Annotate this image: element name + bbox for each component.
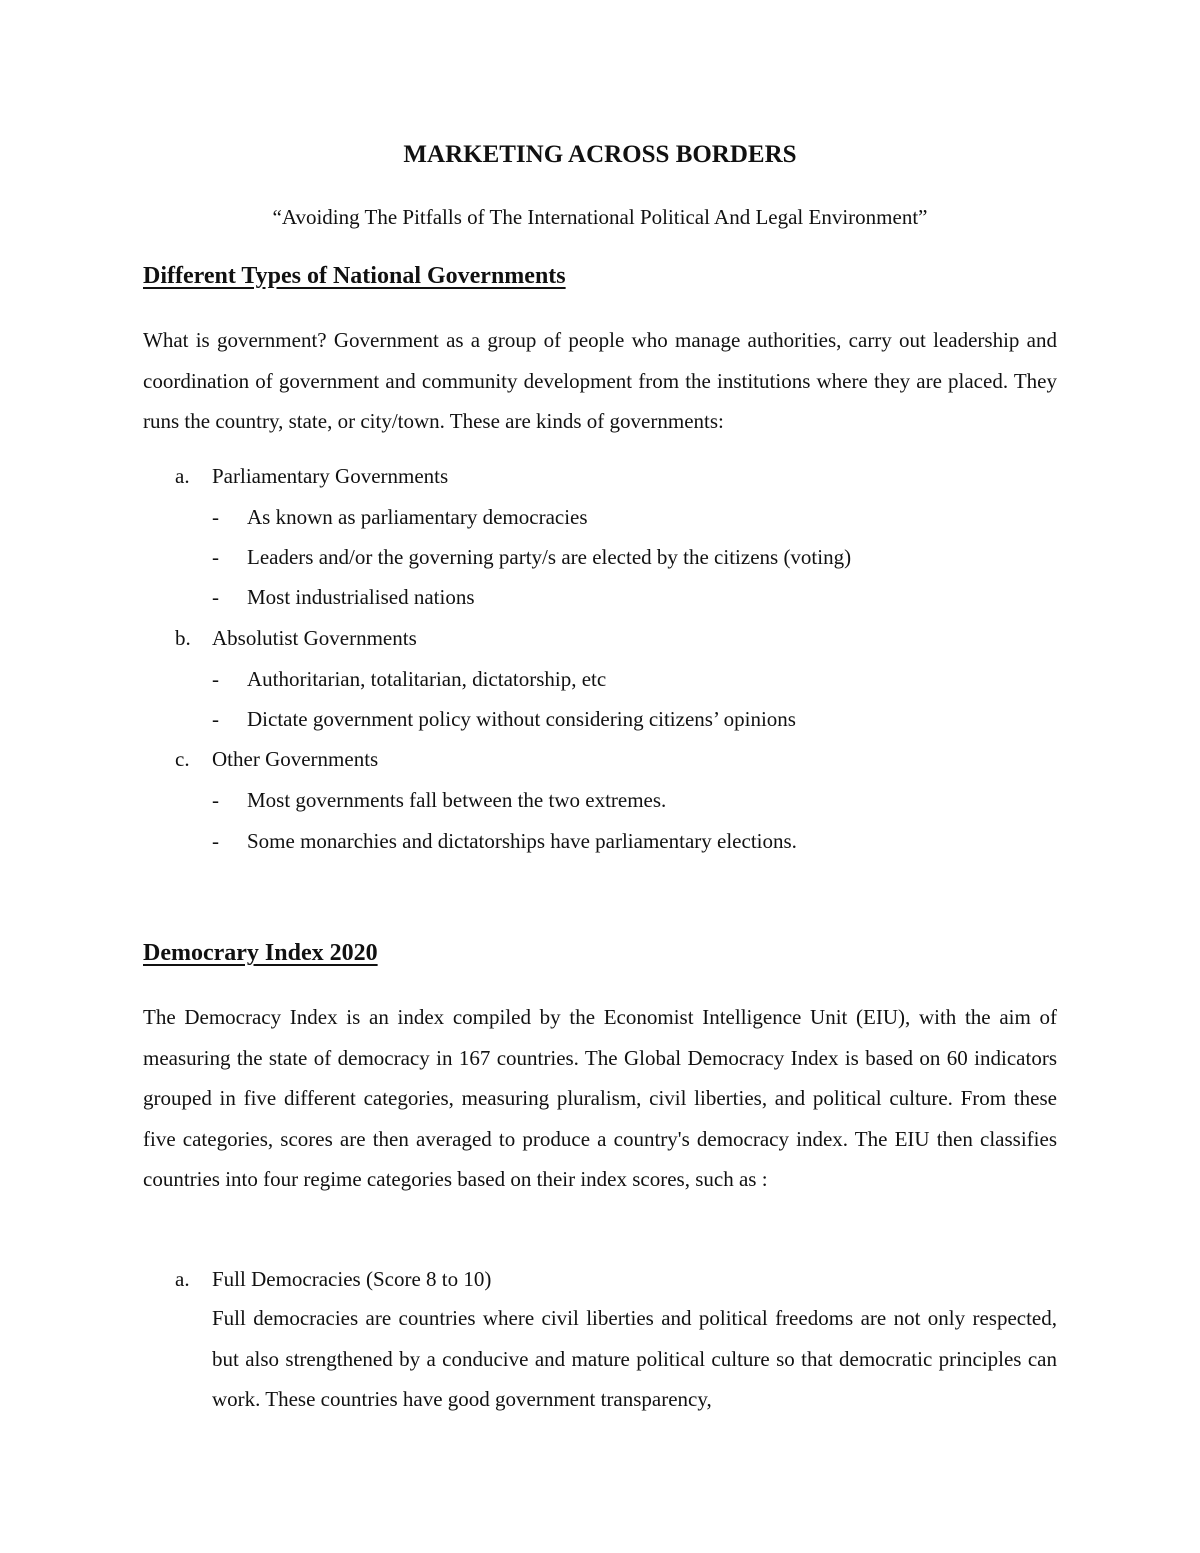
dash-bullet: -	[212, 829, 219, 853]
list-marker: c.	[175, 747, 190, 771]
dash-bullet: -	[212, 585, 219, 609]
sub-item-text: As known as parliamentary democracies	[247, 505, 588, 529]
dash-bullet: -	[212, 707, 219, 731]
document-subtitle: “Avoiding The Pitfalls of The International Political And Legal Environment”	[272, 205, 928, 229]
section-intro-democracy: The Democracy Index is an index compiled by the Economist Intelligence Unit (EIU), with the aim of measuring the state of democracy in 167 countries. The Global Democracy Index is based on 60 indicators grouped in five different categories, measuring pluralism, civil liberties, and political culture. From these five categories, scores are then averaged to produce a country's democracy index. The EIU then classifies countries into four regime categories based on their index scores, such as :	[143, 1005, 1057, 1191]
full-democracies-description: Full democracies are countries where civil liberties and political freedoms are not only respected, but also strengthened by a conducive and mature political culture so that democratic principles can work. These countries have good government transparency,	[212, 1306, 1057, 1411]
sub-item-text: Dictate government policy without considering citizens’ opinions	[247, 707, 796, 731]
list-item-label: Other Governments	[212, 747, 379, 771]
list-item-label: Full Democracies (Score 8 to 10)	[212, 1267, 492, 1291]
list-marker: b.	[175, 626, 191, 650]
list-item-label: Parliamentary Governments	[212, 464, 449, 488]
section-heading-democracy-index: Democrary Index 2020	[143, 940, 378, 966]
sub-item-text: Most governments fall between the two extremes.	[247, 788, 667, 812]
section-heading-government-types: Different Types of National Governments	[143, 263, 566, 289]
sub-item-text: Authoritarian, totalitarian, dictatorship, etc	[247, 667, 607, 691]
sub-item-text: Most industrialised nations	[247, 585, 475, 609]
list-marker: a.	[175, 464, 190, 488]
sub-item-text: Some monarchies and dictatorships have parliamentary elections.	[247, 829, 797, 853]
document-title: MARKETING ACROSS BORDERS	[403, 141, 797, 168]
list-marker: a.	[175, 1267, 190, 1291]
list-item-label: Absolutist Governments	[212, 626, 417, 650]
dash-bullet: -	[212, 788, 219, 812]
section-intro-government: What is government? Government as a group of people who manage authorities, carry out leadership and coordination of government and community development from the institutions where they are placed. They runs the country, state, or city/town. These are kinds of governments:	[143, 328, 1057, 433]
dash-bullet: -	[212, 667, 219, 691]
sub-item-text: Leaders and/or the governing party/s are elected by the citizens (voting)	[247, 545, 852, 569]
dash-bullet: -	[212, 505, 219, 529]
dash-bullet: -	[212, 545, 219, 569]
